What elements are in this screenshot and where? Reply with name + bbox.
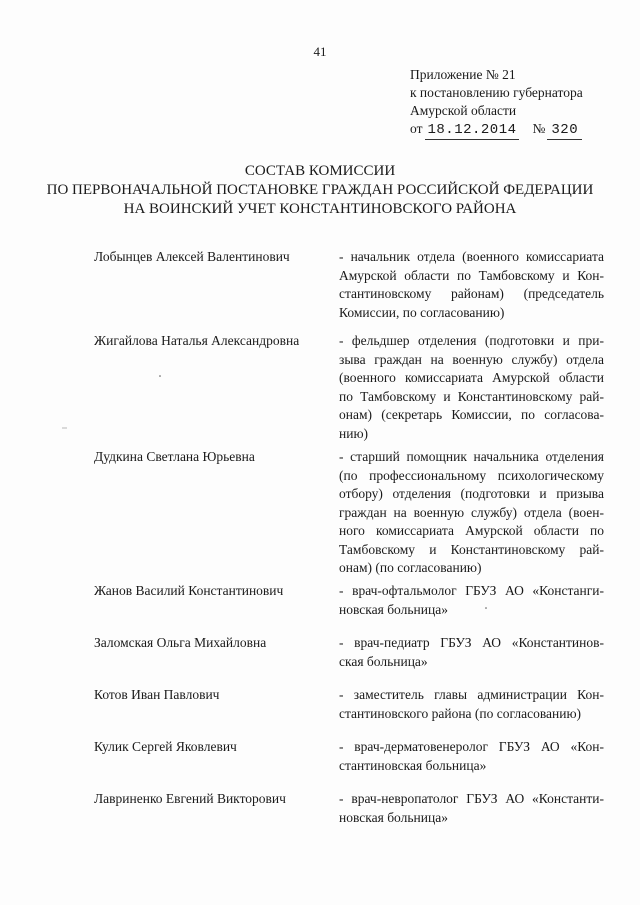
appendix-decree-ref: к постановлению губернатора <box>410 85 583 100</box>
member-role-line: нию) <box>339 425 369 441</box>
member-role-line: (по профессиональному психологическому <box>339 467 604 483</box>
member-role-line: по Тамбовскому и Константиновскому рай- <box>339 388 604 404</box>
member-name: Жанов Василий Константинович <box>94 583 284 598</box>
member-role-line: Амурской области по Тамбовскому и Кон- <box>339 267 604 283</box>
member-role-line: - заместитель главы администрации Кон- <box>339 687 604 702</box>
member-role-line: - врач-педиатр ГБУЗ АО «Константинов- <box>339 635 604 650</box>
member-role-line: - врач-невропатолог ГБУЗ АО «Константи- <box>339 791 604 806</box>
member-name: Лобынцев Алексей Валентинович <box>94 249 290 264</box>
title-line-2: ПО ПЕРВОНАЧАЛЬНОЙ ПОСТАНОВКЕ ГРАЖДАН РОССИЙСКОЙ ФЕДЕРАЦИИ <box>46 182 594 198</box>
member-role-line: - фельдшер отделения (подготовки и при- <box>339 333 604 348</box>
member-role-line: ного комиссариата Амурской области по <box>339 523 604 538</box>
decree-number: 320 <box>547 121 582 140</box>
title-line-1: СОСТАВ КОМИССИИ <box>244 163 396 179</box>
member-role-line: онам) (секретарь Комиссии, по согласова- <box>339 407 604 422</box>
member-role-line: отбору) отделения (подготовки и призыва <box>339 486 604 501</box>
member-role-line: - начальник отдела (военного комиссариата <box>339 249 604 264</box>
from-label: от <box>410 121 423 136</box>
member-name: Заломская Ольга Михайловна <box>94 635 267 650</box>
member-role-line: стантиновскому районам) (председатель <box>339 286 604 301</box>
member-role-line: новская больница» <box>339 601 448 617</box>
member-name: Котов Иван Павлович <box>94 687 220 702</box>
member-role-line: Комиссии, по согласованию) <box>339 304 505 320</box>
decree-date: 18.12.2014 <box>427 122 517 138</box>
member-role-line: стантиновского района (по согласованию) <box>339 705 582 721</box>
member-role-line: зыва граждан на военную службу) отдела <box>339 351 604 367</box>
appendix-region: Амурской области <box>410 103 517 118</box>
member-role-line: стантиновская больница» <box>339 757 487 773</box>
member-role-line: - врач-дерматовенеролог ГБУЗ АО «Кон- <box>339 739 604 754</box>
member-role-line: (военного комиссариата Амурской области <box>339 370 604 385</box>
title-line-3: НА ВОИНСКИЙ УЧЕТ КОНСТАНТИНОВСКОГО РАЙОНА <box>123 201 517 217</box>
member-role-line: - врач-офтальмолог ГБУЗ АО «Констанги- <box>339 583 604 598</box>
member-role-line: граждан на военную службу) отдела (воен- <box>339 504 604 520</box>
member-role-line: - старший помощник начальника отделения <box>339 449 604 464</box>
page-number: 41 <box>313 44 327 59</box>
member-role-line: ская больница» <box>339 653 428 669</box>
member-role-line: новская больница» <box>339 809 448 825</box>
member-name: Кулик Сергей Яковлевич <box>94 739 237 754</box>
member-role-line: Тамбовскому и Константиновскому рай- <box>339 541 604 557</box>
member-name: Дудкина Светлана Юрьевна <box>94 449 255 464</box>
appendix-number: Приложение № 21 <box>410 67 516 82</box>
member-name: Лавриненко Евгений Викторович <box>94 791 286 806</box>
member-role-line: онам) (по согласованию) <box>339 560 482 575</box>
member-name: Жигайлова Наталья Александровна <box>94 333 300 348</box>
number-label: № <box>532 121 546 136</box>
